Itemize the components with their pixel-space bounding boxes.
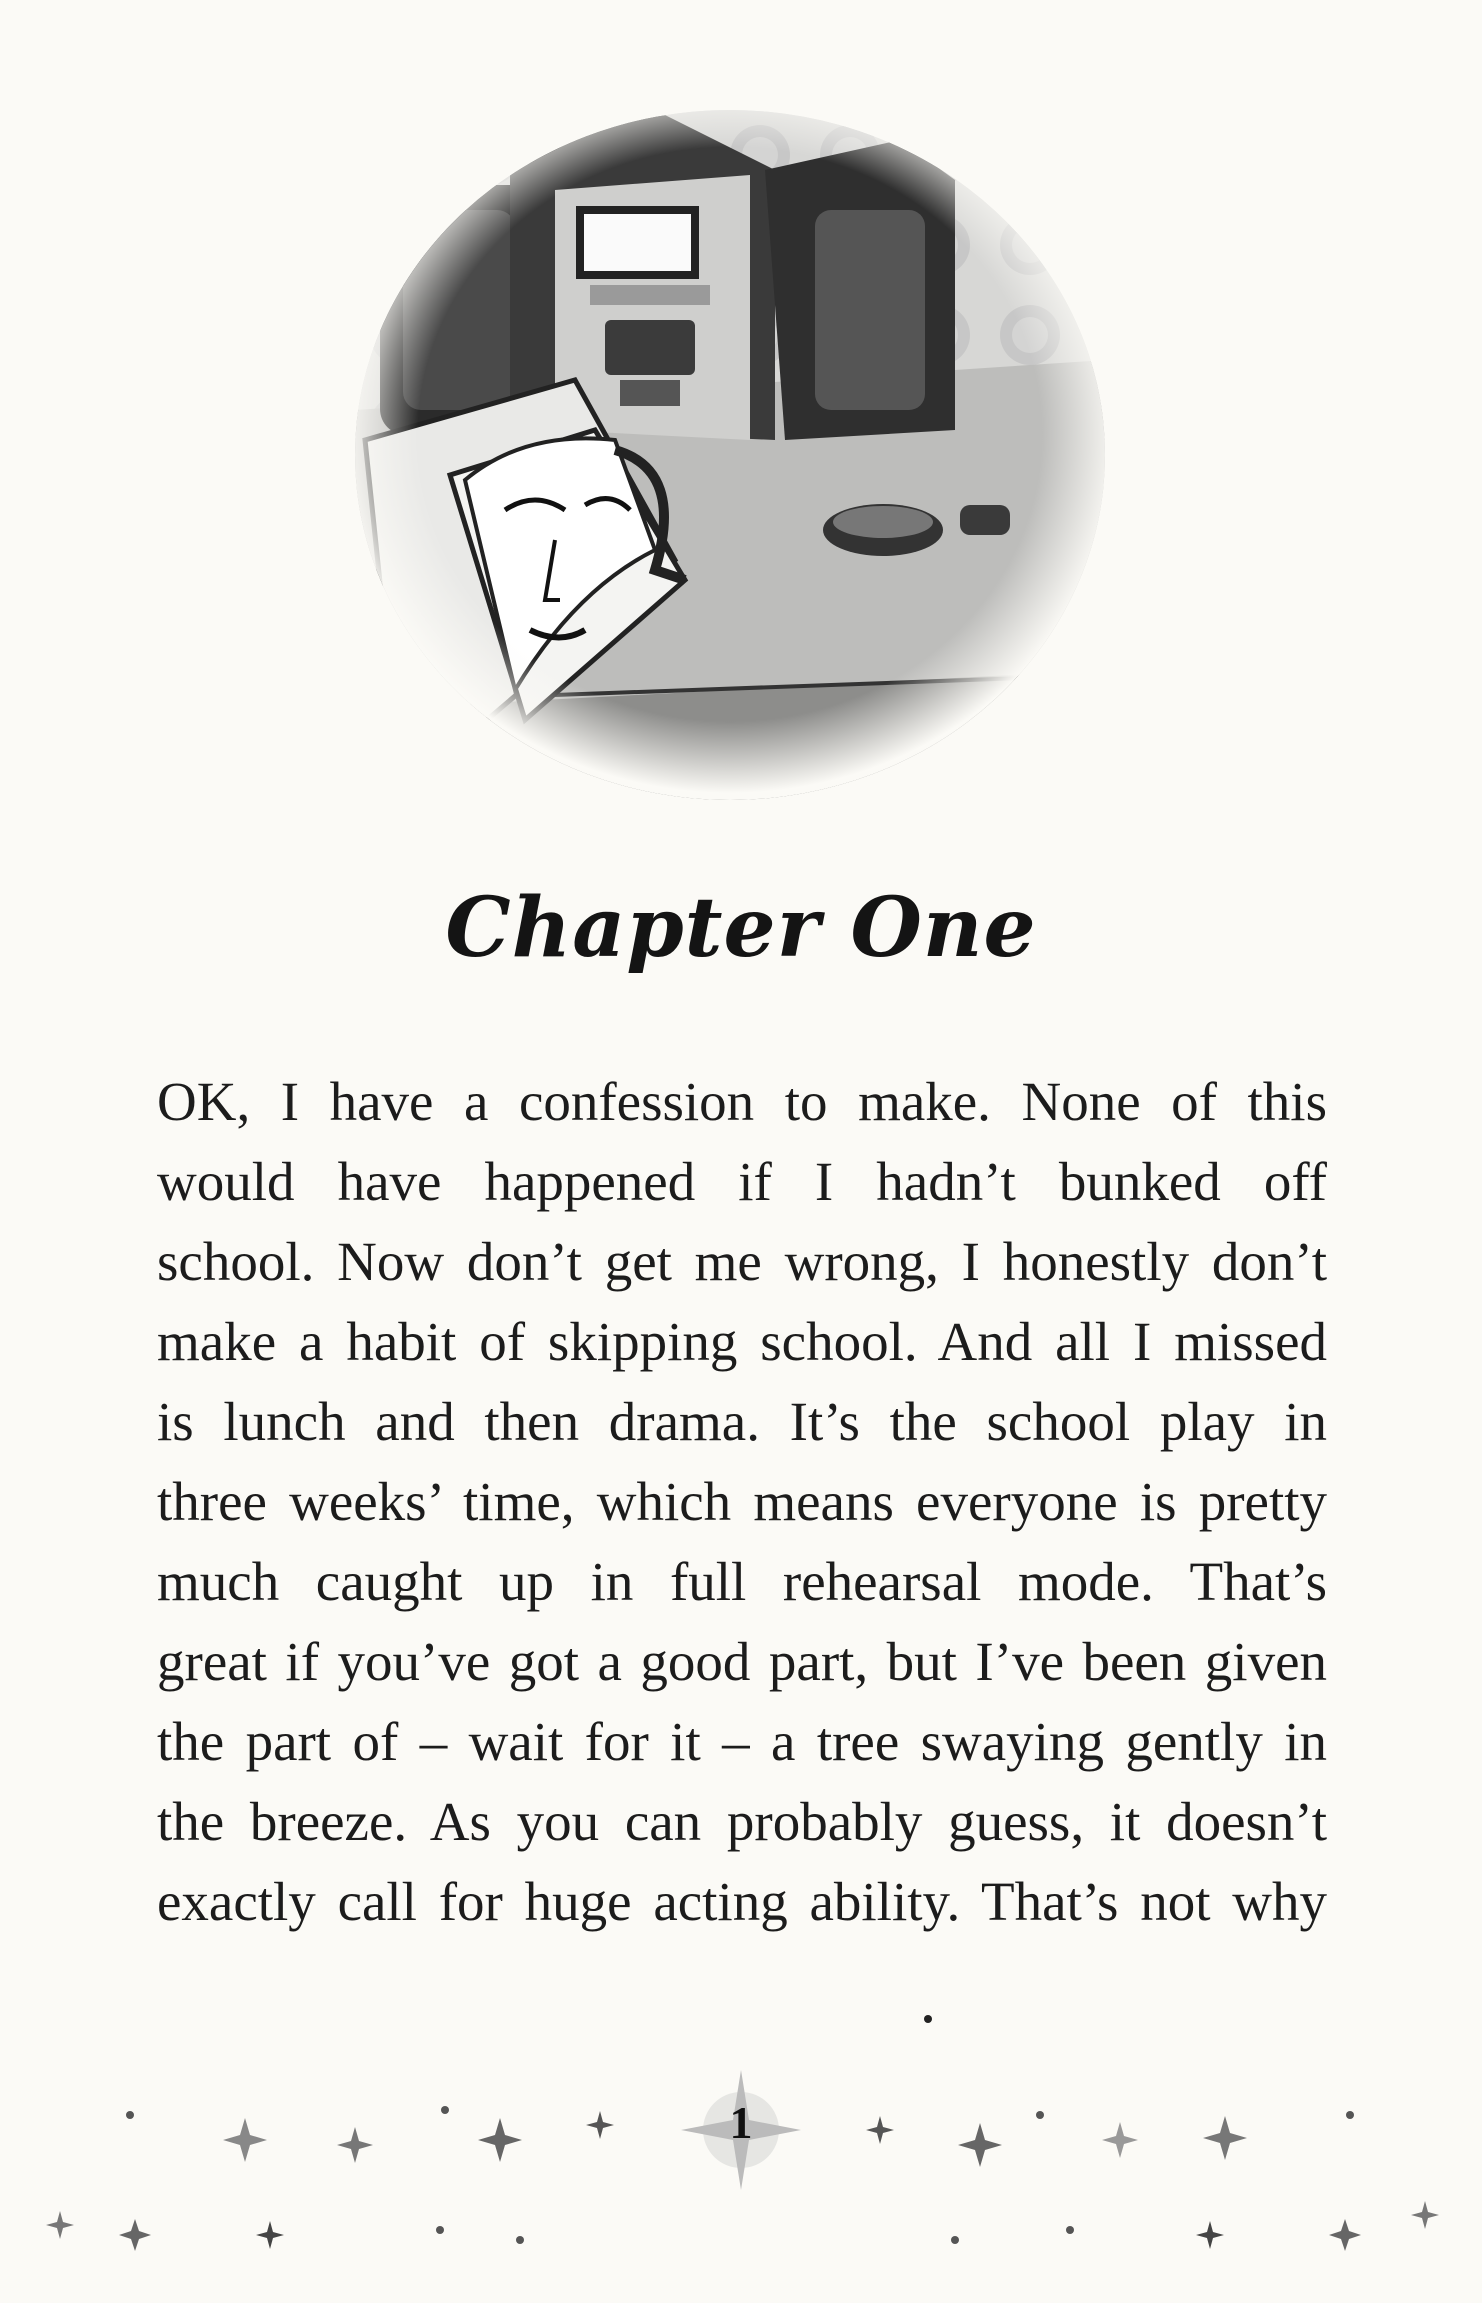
body-line: would have happened if I hadn’t bunked off <box>157 1151 1327 1212</box>
star-icon <box>1203 2116 1247 2160</box>
star-icon <box>1102 2122 1138 2158</box>
body-line: much caught up in full rehearsal mode. That’s <box>157 1551 1327 1612</box>
ink-dot <box>924 2015 932 2023</box>
star-icon <box>119 2219 151 2251</box>
star-icon <box>958 2123 1002 2167</box>
star-icon <box>1411 2201 1439 2229</box>
body-text <box>157 1062 1327 1942</box>
body-line: is lunch and then drama. It’s the school play in <box>157 1391 1327 1452</box>
star-icon <box>337 2127 373 2163</box>
star-icon <box>223 2118 267 2162</box>
star-icon <box>46 2211 74 2239</box>
body-line: three weeks’ time, which means everyone is pretty <box>157 1471 1327 1532</box>
body-line: school. Now don’t get me wrong, I honestly don’t <box>157 1231 1327 1292</box>
star-icon <box>586 2111 614 2139</box>
chapter-title: Chapter One <box>445 880 1037 976</box>
star-icon <box>866 2116 894 2144</box>
body-line: the breeze. As you can probably guess, it doesn’t <box>157 1791 1327 1852</box>
star-icon <box>1196 2221 1224 2249</box>
chapter-illustration <box>355 110 1105 840</box>
body-line: OK, I have a confession to make. None of this <box>157 1071 1327 1132</box>
star-icon <box>256 2221 284 2249</box>
body-line: make a habit of skipping school. And all I missed <box>157 1311 1327 1372</box>
body-line: great if you’ve got a good part, but I’ve been given <box>157 1631 1327 1692</box>
page-number: 1 <box>729 2097 753 2148</box>
body-line: exactly call for huge acting ability. That’s not why <box>157 1871 1327 1932</box>
body-line: the part of – wait for it – a tree swaying gently in <box>157 1711 1327 1772</box>
star-icon <box>478 2118 522 2162</box>
star-icon <box>1329 2219 1361 2251</box>
